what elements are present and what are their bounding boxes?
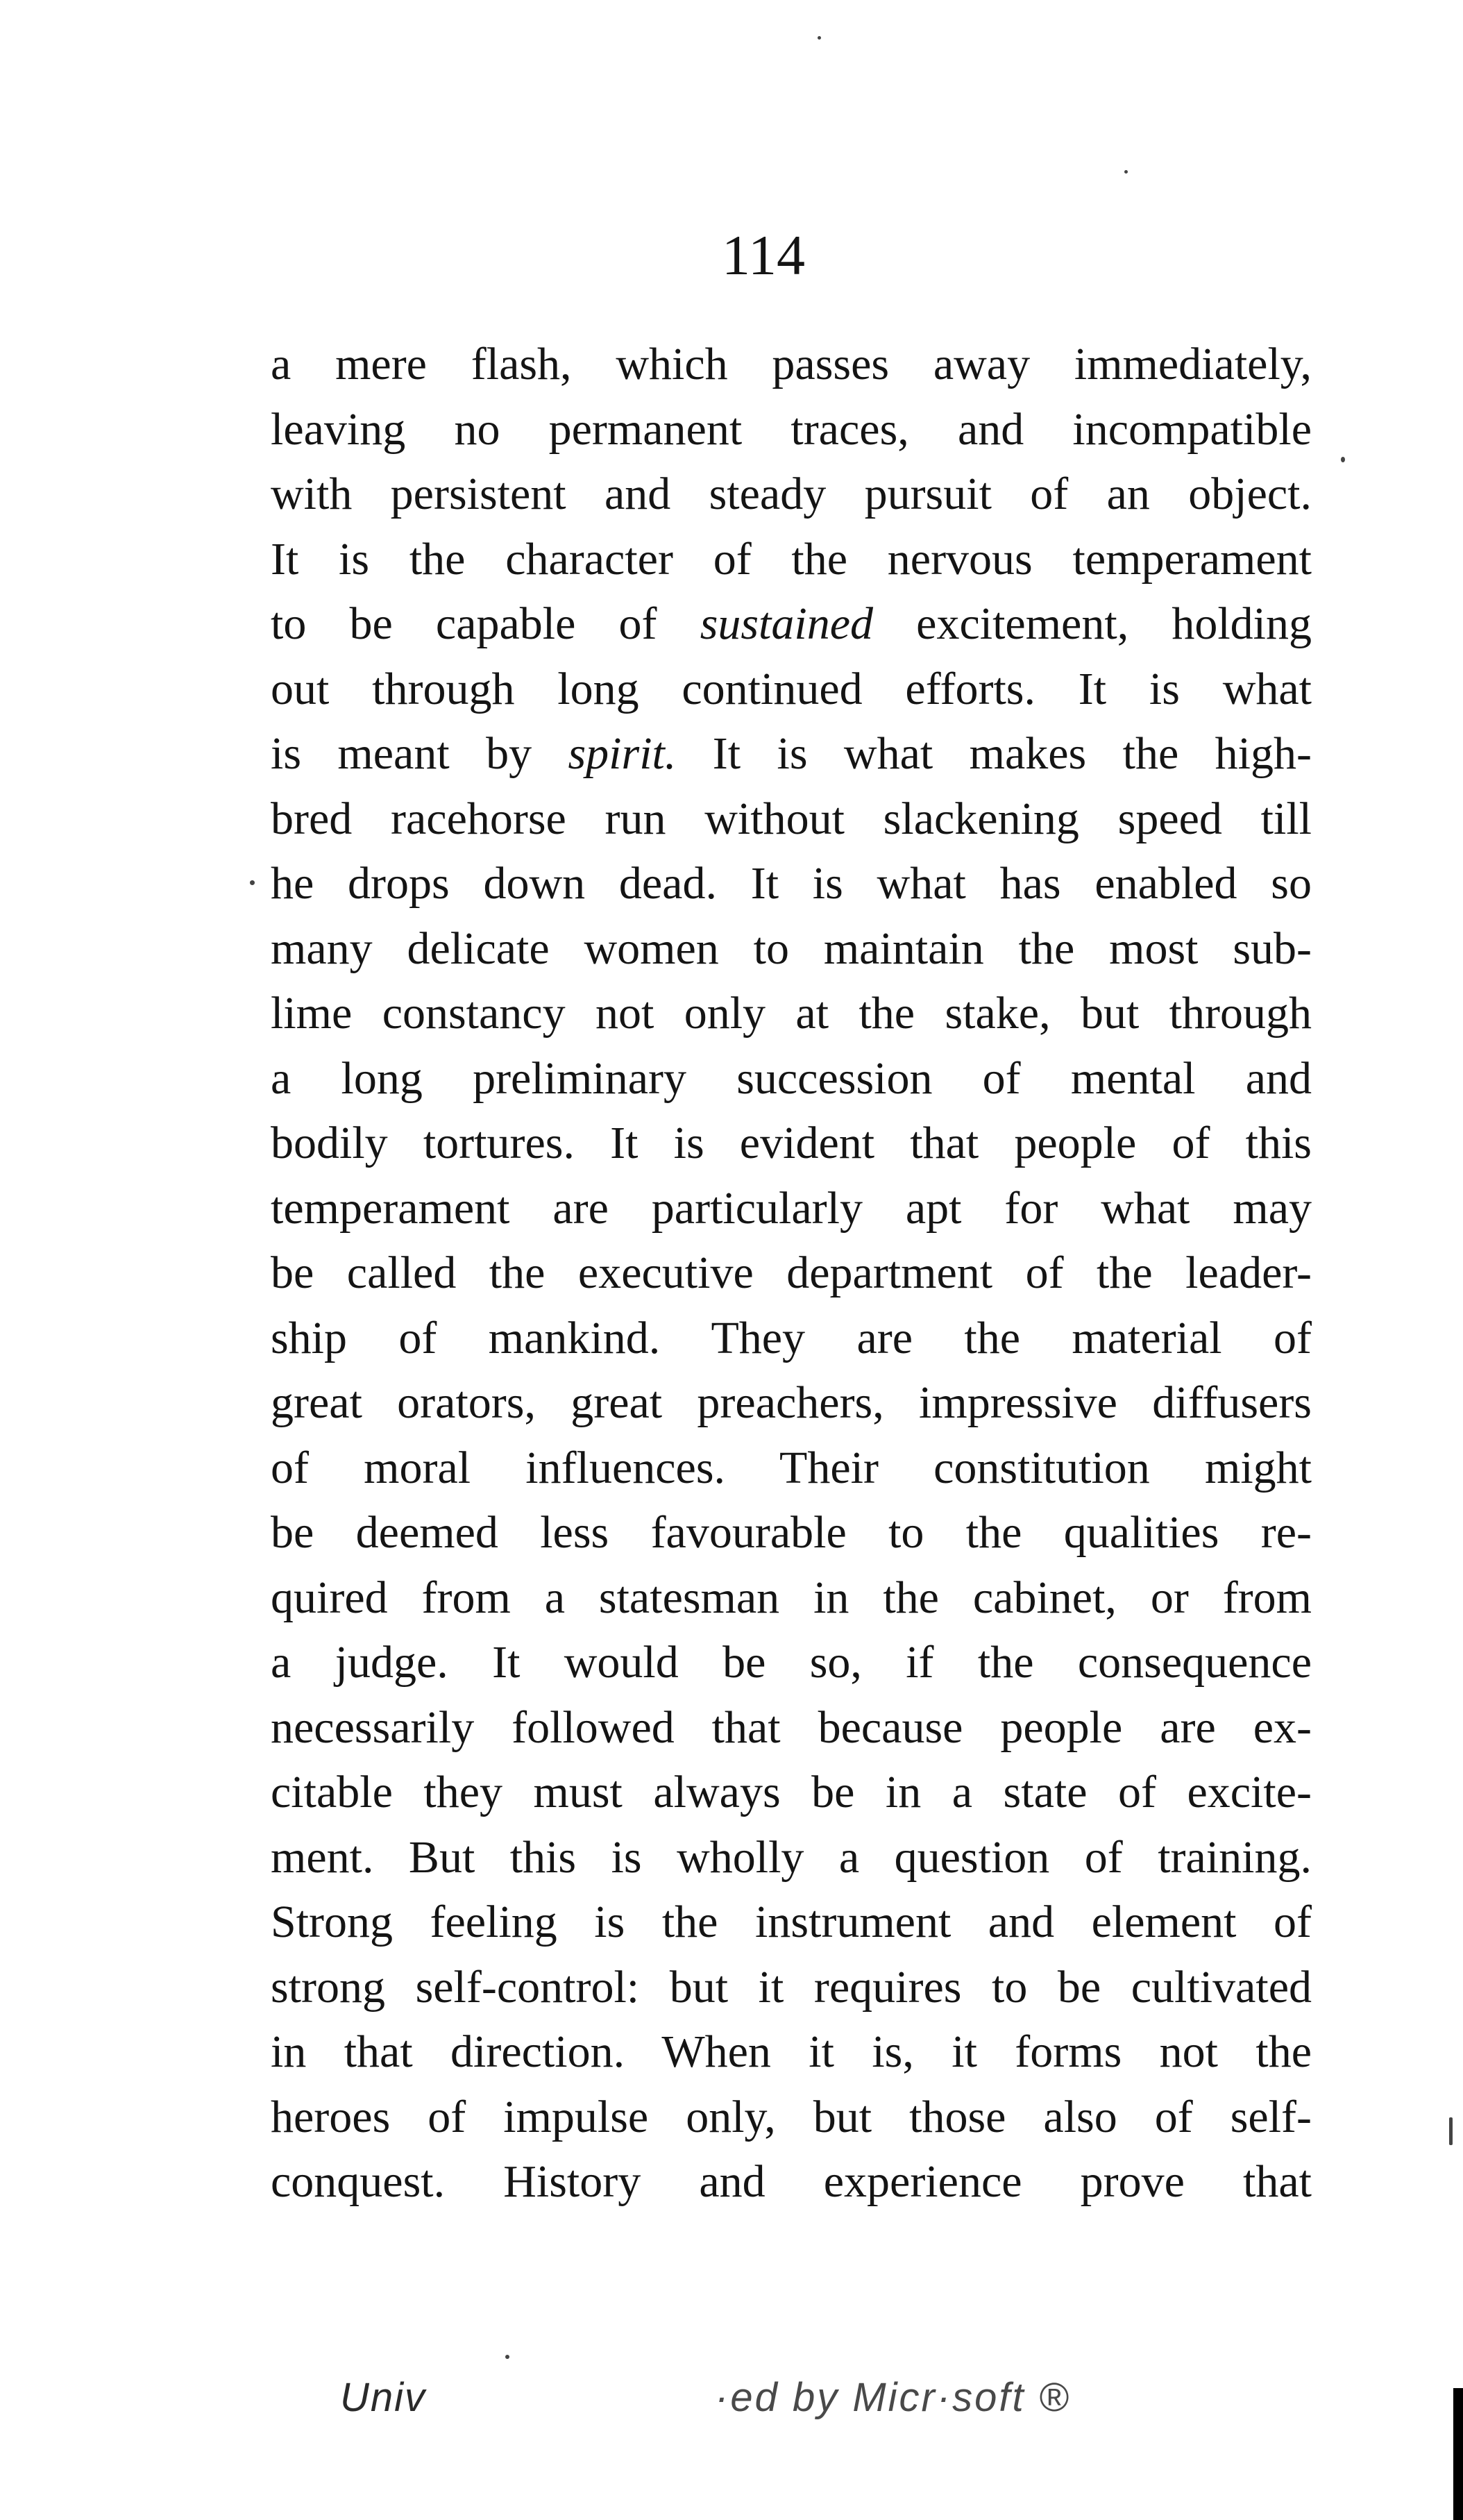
text-line: Strong feeling is the instrument and element of bbox=[271, 1897, 1312, 1947]
text-line: citable they must always be in a state of excite- bbox=[271, 1767, 1312, 1817]
text-line: heroes of impulse only, but those also of self- bbox=[271, 2091, 1312, 2142]
scan-edge-mark bbox=[1453, 2388, 1463, 2520]
scan-speck bbox=[818, 36, 821, 40]
text-line: of moral influences. Their constitution might bbox=[271, 1442, 1312, 1493]
text-line: necessarily followed that because people are ex- bbox=[271, 1702, 1312, 1753]
text-line: conquest. History and experience prove that bbox=[271, 2156, 1312, 2207]
emphasis-text: spirit. bbox=[568, 728, 677, 779]
text-line: in that direction. When it is, it forms not the bbox=[271, 2026, 1312, 2077]
text-line: a mere flash, which passes away immediately, bbox=[271, 339, 1312, 389]
text-line: a long preliminary succession of mental and bbox=[271, 1052, 1312, 1104]
text-line: is meant by spirit. It is what makes the high- bbox=[271, 728, 1312, 779]
text-line: ship of mankind. They are the material of bbox=[271, 1312, 1312, 1363]
text-line: leaving no permanent traces, and incompatible bbox=[271, 403, 1312, 455]
footer-left-text: Univ bbox=[340, 2375, 427, 2420]
text-line: strong self-control: but it requires to be cultivated bbox=[271, 1961, 1312, 2013]
text-line: out through long continued efforts. It is what bbox=[271, 663, 1312, 714]
text-line: lime constancy not only at the stake, but through bbox=[271, 988, 1312, 1039]
scan-speck bbox=[1124, 170, 1128, 174]
text-line: be deemed less favourable to the qualities re- bbox=[271, 1507, 1312, 1558]
scan-speck bbox=[250, 880, 255, 885]
text-line: It is the character of the nervous temperament bbox=[271, 533, 1312, 585]
text-line: temperament are particularly apt for what may bbox=[271, 1182, 1312, 1234]
scan-speck bbox=[1341, 457, 1345, 462]
body-text bbox=[271, 332, 1312, 2215]
text-line: with persistent and steady pursuit of an object. bbox=[271, 469, 1312, 519]
text-line: to be capable of sustained excitement, holding bbox=[271, 598, 1312, 649]
text-line: quired from a statesman in the cabinet, or from bbox=[271, 1572, 1312, 1623]
scan-speck bbox=[505, 2355, 509, 2359]
text-line: be called the executive department of the leader- bbox=[271, 1248, 1312, 1298]
text-line: great orators, great preachers, impressive diffusers bbox=[271, 1377, 1312, 1428]
page-number: 114 bbox=[722, 224, 805, 287]
text-line: bodily tortures. It is evident that people of this bbox=[271, 1118, 1312, 1168]
text-line: ment. But this is wholly a question of training. bbox=[271, 1831, 1312, 1883]
text-line: many delicate women to maintain the most sub- bbox=[271, 923, 1312, 974]
text-line: bred racehorse run without slackening speed till bbox=[271, 793, 1312, 844]
text-line: he drops down dead. It is what has enabled so bbox=[271, 858, 1312, 909]
text-line: a judge. It would be so, if the consequence bbox=[271, 1637, 1312, 1688]
emphasis-text: sustained bbox=[700, 598, 874, 649]
scan-speck bbox=[1449, 2117, 1453, 2145]
footer-watermark bbox=[0, 2374, 1463, 2444]
footer-right-text: ·ed by Micr·soft ® bbox=[715, 2375, 1071, 2420]
